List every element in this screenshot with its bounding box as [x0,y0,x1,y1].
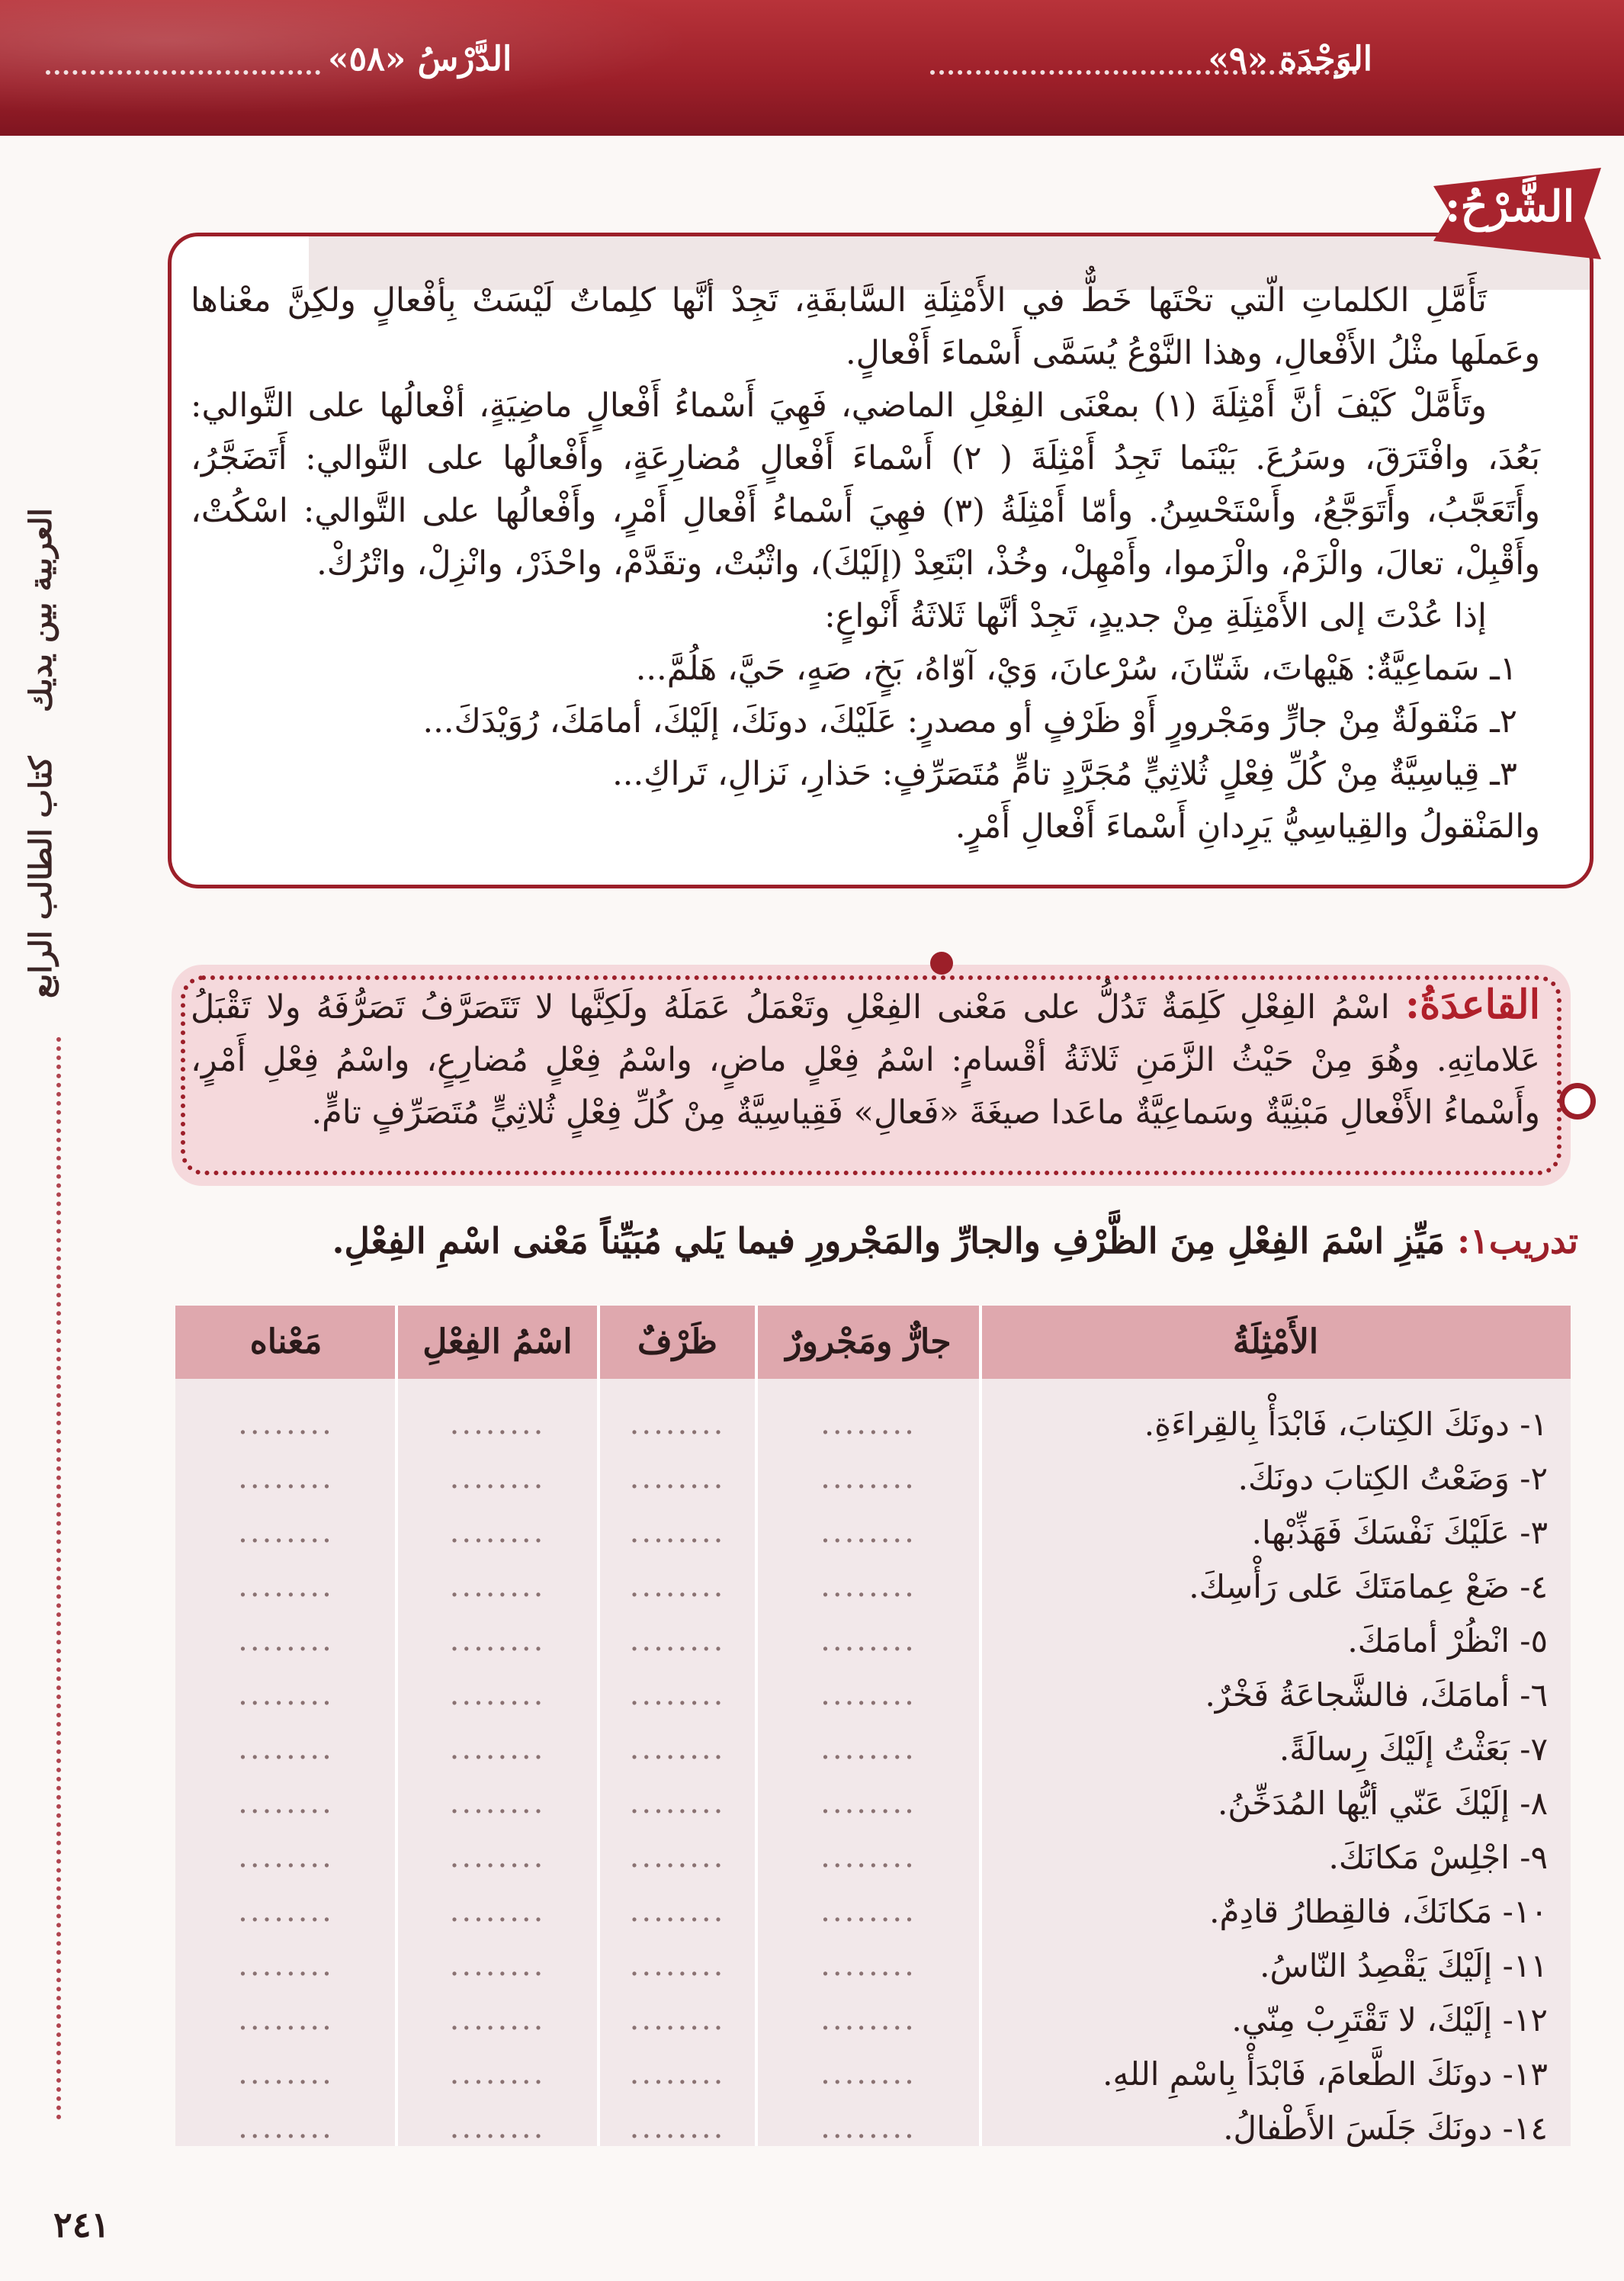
example-sentence: ٩- اجْلِسْ مَكانَكَ. [1328,1839,1548,1876]
example-sentence: ١٣- دونَكَ الطَّعامَ، فَابْدَأْ بِاسْمِ اللهِ. [1102,2055,1548,2093]
table-row [175,1451,1571,1505]
answer-blank[interactable]: ........ [449,1948,546,1983]
answer-blank[interactable]: ........ [238,1623,334,1658]
answer-blank[interactable]: ........ [449,1894,546,1929]
table-row [175,1668,1571,1722]
answer-blank[interactable]: ........ [820,1677,916,1712]
explanation-paragraph: تَأَمَّلِ الكلماتِ الّتي تحْتَها خَطٌّ في الأَمْثِلَةِ السَّابقَةِ، تَجِدْ أنَّها كلِماتٌ لَيْسَتْ بِأفْعالٍ ولكِنَّ معْناها وعَملَها مثْلُ الأَفْعالِ، وهذا النَّوْعُ يُسَمَّى أَسْماءَ أَفْعالٍ. [191,281,1540,372]
rule-box [172,965,1571,1186]
rule-dot-decoration [930,952,953,975]
example-sentence: ١٤- دونَكَ جَلَسَ الأَطْفالُ. [1223,2109,1548,2147]
answer-blank[interactable]: ........ [449,1839,546,1875]
table-row [175,1560,1571,1614]
tag-label: الشَّرْحُ: [1444,182,1575,232]
answer-blank[interactable]: ........ [449,1623,546,1658]
answer-blank[interactable]: ........ [629,1894,726,1929]
example-sentence: ٦- أمامَكَ، فالشَّجاعَةُ فَخْرٌ. [1205,1676,1548,1714]
answer-blank[interactable]: ........ [629,2110,726,2145]
answer-blank[interactable]: ........ [820,1731,916,1766]
type-item: ٢ـ مَنْقولَةٌ مِنْ جارٍّ ومَجْرورٍ أَوْ ظَرْفٍ أو مصدرٍ: عَلَيْكَ، دونَكَ، إلَيْكَ، أمامَكَ، رُوَيْدَكَ... [422,702,1517,741]
rule-title: القاعدَةُ: [1404,981,1541,1028]
table-row [175,2101,1571,2155]
table-row [175,1505,1571,1560]
exercise-instruction: مَيِّزِ اسْمَ الفِعْلِ مِنَ الظَّرْفِ والجارِّ والمَجْرورِ فيما يَلي مُبَيِّناً مَعْنى اسْمِ الفِعْلِ. [332,1220,1446,1261]
answer-blank[interactable]: ........ [629,1785,726,1820]
rule-body: اسْمُ الفِعْلِ كَلِمَةٌ تَدُلُّ على مَعْنى الفِعْلِ وتَعْمَلُ عَمَلَهُ ولَكِنَّها لا تَتَصَرَّفُ تَصَرُّفَهُ ولا تَقْبَلُ عَلاماتِهِ. وهُوَ مِنْ حَيْثُ الزَّمَنِ ثَلاثَةُ أقْسامٍ: اسْمُ فِعْلٍ ماضٍ، واسْمُ فِعْلٍ مُضارِعٍ، واسْمُ فِعْلِ أَمْرٍ، وأَسْماءُ الأَفْعالِ مَبْنِيَّةٌ وسَماعِيَّةٌ ماعَدا صيغَةَ «فَعالِ» فَقِياسِيَّةٌ مِنْ كُلِّ فِعْلٍ ثُلاثِيٍّ مُتَصَرِّفٍ تامٍّ. [191,988,1540,1132]
table-row [175,2047,1571,2101]
answer-blank[interactable]: ........ [629,1460,726,1496]
answer-blank[interactable]: ........ [238,2002,334,2037]
answer-blank[interactable]: ........ [238,1948,334,1983]
explanation-tag [1433,168,1601,259]
side-bar [23,496,99,2120]
page-number: ٢٤١ [53,2204,111,2245]
header-verb-noun: اسْمُ الفِعْلِ [422,1322,573,1361]
header-dots-left [46,70,320,75]
answer-blank[interactable]: ........ [820,1569,916,1604]
example-sentence: ٤- ضَعْ عِمامَتَكَ عَلى رَأْسِكَ. [1189,1568,1548,1605]
example-sentence: ٢- وَضَعْتُ الكِتابَ دونَكَ. [1237,1460,1548,1497]
answer-blank[interactable]: ........ [629,1839,726,1875]
answer-blank[interactable]: ........ [449,1677,546,1712]
answer-blank[interactable]: ........ [449,1460,546,1496]
answer-blank[interactable]: ........ [238,1460,334,1496]
table-row [175,1722,1571,1776]
header-zarf: ظَرْفٌ [637,1322,717,1361]
answer-blank[interactable]: ........ [820,2110,916,2145]
answer-blank[interactable]: ........ [449,1731,546,1766]
answer-blank[interactable]: ........ [449,2110,546,2145]
answer-blank[interactable]: ........ [629,1948,726,1983]
example-sentence: ١٢- إلَيْكَ، لا تَقْتَرِبْ مِنّي. [1231,2001,1548,2038]
answer-blank[interactable]: ........ [820,1515,916,1550]
table-row [175,1397,1571,1451]
side-dotted-line [56,1037,61,2120]
answer-blank[interactable]: ........ [238,1839,334,1875]
example-sentence: ٣- عَلَيْكَ نَفْسَكَ فَهَذِّبْها. [1251,1514,1548,1551]
exercise-table [175,1306,1571,2146]
explanation-text [191,275,1540,853]
answer-blank[interactable]: ........ [629,1731,726,1766]
table-row [175,1830,1571,1884]
answer-blank[interactable]: ........ [238,1406,334,1441]
answer-blank[interactable]: ........ [238,1894,334,1929]
answer-blank[interactable]: ........ [629,2056,726,2091]
answer-blank[interactable]: ........ [629,2002,726,2037]
answer-blank[interactable]: ........ [629,1623,726,1658]
answer-blank[interactable]: ........ [629,1569,726,1604]
book-level: كتاب الطالب الرابع [23,756,59,998]
answer-blank[interactable]: ........ [820,1785,916,1820]
answer-blank[interactable]: ........ [820,2002,916,2037]
type-item: ٣ـ قِياسِيَّةٌ مِنْ كُلِّ فِعْلٍ ثُلاثِيٍّ مُجَرَّدٍ تامٍّ مُتَصَرِّفٍ: حَذارِ، نَزالِ، تَراكِ... [612,755,1517,793]
book-title: العربية بين يديك [23,508,59,712]
rule-ring-decoration [1559,1083,1596,1120]
table-row [175,1776,1571,1830]
answer-blank[interactable]: ........ [449,1785,546,1820]
answer-blank[interactable]: ........ [820,1406,916,1441]
answer-blank[interactable]: ........ [820,1948,916,1983]
table-row [175,1939,1571,1993]
answer-blank[interactable]: ........ [238,1677,334,1712]
answer-blank[interactable]: ........ [820,1839,916,1875]
unit-title: الوَحْدَة «٩» [1208,40,1372,79]
table-row [175,1884,1571,1939]
page-header [0,0,1624,136]
answer-blank[interactable]: ........ [629,1677,726,1712]
rule-text [191,978,1540,1139]
table-row [175,1614,1571,1668]
answer-blank[interactable]: ........ [629,1515,726,1550]
answer-blank[interactable]: ........ [238,1515,334,1550]
table-row [175,1993,1571,2047]
type-item: ١ـ سَماعِيَّةٌ: هَيْهاتَ، شَتّانَ، سُرْعانَ، وَيْ، آوّاهُ، بَخٍ، صَهٍ، حَيَّ، هَلُمَّ... [635,650,1517,688]
example-sentence: ٥- انْظُرْ أمامَكَ. [1347,1622,1548,1659]
example-sentence: ٨- إلَيْكَ عَنّي أيُّها المُدَخِّنُ. [1217,1785,1548,1822]
explanation-closing: والمَنْقولُ والقِياسِيُّ يَرِدانِ أَسْماءَ أَفْعالِ أَمْرٍ. [955,808,1540,846]
answer-blank[interactable]: ........ [238,2056,334,2091]
explanation-paragraph: إذا عُدْتَ إلى الأَمْثِلَةِ مِنْ جديدٍ، تَجِدْ أنَّها ثَلاثَةُ أَنْواعٍ: [824,597,1487,635]
answer-blank[interactable]: ........ [820,2056,916,2091]
answer-blank[interactable]: ........ [449,1569,546,1604]
answer-blank[interactable]: ........ [238,1785,334,1820]
answer-blank[interactable]: ........ [449,2002,546,2037]
exercise-title [130,1220,1578,1261]
answer-blank[interactable]: ........ [820,1894,916,1929]
answer-blank[interactable]: ........ [238,1731,334,1766]
header-jar-majrur: جارٌّ ومَجْرورٌ [785,1322,952,1361]
header-examples: الأَمْثِلَةُ [1232,1322,1319,1361]
example-sentence: ٧- بَعَثْتُ إلَيْكَ رِسالَةً. [1279,1730,1548,1768]
answer-blank[interactable]: ........ [820,1623,916,1658]
answer-blank[interactable]: ........ [449,1406,546,1441]
header-meaning: مَعْناه [249,1322,323,1361]
answer-blank[interactable]: ........ [449,1515,546,1550]
answer-blank[interactable]: ........ [820,1460,916,1496]
answer-blank[interactable]: ........ [629,1406,726,1441]
answer-blank[interactable]: ........ [238,1569,334,1604]
answer-blank[interactable]: ........ [238,2110,334,2145]
lesson-title: الدَّرْسُ «٥٨» [328,40,512,79]
exercise-number: تدريب١: [1457,1220,1578,1261]
example-sentence: ١٠- مَكانَكَ، فالقِطارُ قادِمٌ. [1209,1893,1548,1930]
example-sentence: ١١- إلَيْكَ يَقْصِدُ النّاسُ. [1260,1947,1548,1984]
example-sentence: ١- دونَكَ الكِتابَ، فَابْدَأْ بِالقِراءَةِ. [1144,1406,1548,1443]
answer-blank[interactable]: ........ [449,2056,546,2091]
explanation-paragraph: وتَأَمَّلْ كَيْفَ أنَّ أَمْثِلَةَ (١) بمعْنَى الفِعْلِ الماضي، فَهِيَ أَسْماءُ أَفْعالٍ ماضِيَةٍ، أفْعالُها على التَّوالي: بَعُدَ، وافْتَرَقَ، وسَرُعَ. بَيْنَما تَجِدُ أَمْثِلَةَ ( ٢) أَسْماءَ أَفْعالٍ مُضارِعَةٍ، وأَفْعالُها على التَّوالي: أَتَضَجَّرُ، وأَتَعَجَّبُ، وأَتَوَجَّعُ، وأَسْتَحْسِنُ. وأمّا أَمْثِلَةُ (٣) فهِيَ أَسْماءُ أَفْعالِ أَمْرٍ، وأَفْعالُها على التَّوالي: اسْكُتْ، وأَقْبِلْ، تعالَ، والْزَمْ، والْزَموا، وأَمْهِلْ، وخُذْ، ابْتَعِدْ (إلَيْكَ)، واثْبُتْ، وتقَدَّمْ، واحْذَرْ، وانْزِلْ، واتْرُكْ. [191,387,1541,583]
